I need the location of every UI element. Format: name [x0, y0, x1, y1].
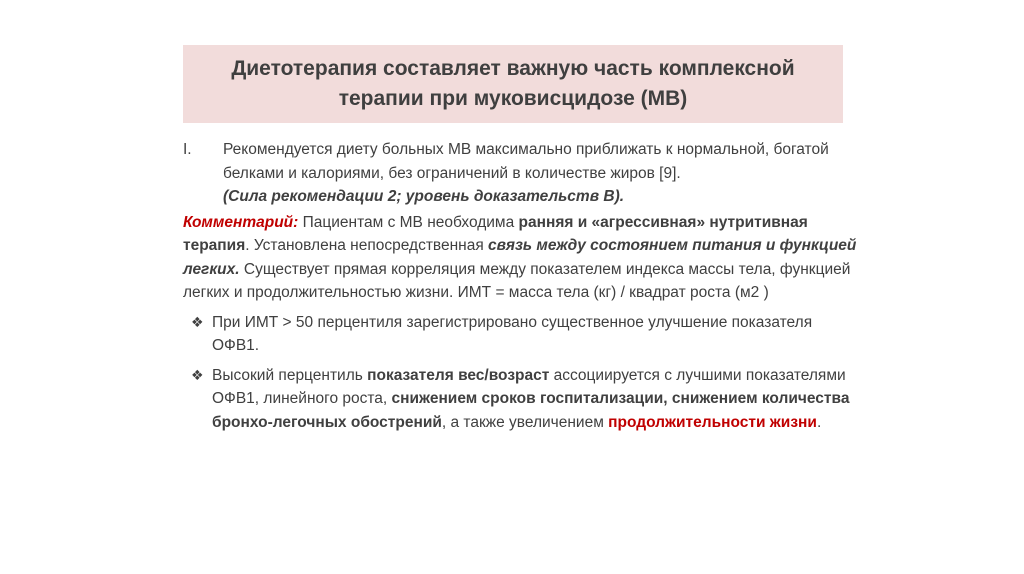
bullet-item-2: [183, 364, 863, 435]
comment-bold-1: ранняя и «агрессивная» нутритивная терапия: [183, 213, 808, 254]
bullet-2-text-1: Высокий перцентиль: [212, 366, 368, 384]
bullet-2-text-4: .: [816, 413, 822, 431]
title-line-1: Диетотерапия составляет важную часть комплексной: [231, 57, 795, 80]
bullet-1-text: При ИМТ > 50 перцентиля зарегистрировано существенное улучшение показателя ОФВ1.: [212, 313, 813, 354]
roman-numeral: I.: [183, 141, 192, 158]
comment-text-3: Существует прямая корреляция между показателем индекса массы тела, функцией легких и продолжительностью жизни. ИМТ = масса тела (кг) / квадрат роста (м2 ): [183, 260, 851, 301]
bullet-2-bold-1: показателя вес/возраст: [367, 366, 550, 384]
title-line-2: терапии при муковисцидозе (МВ): [338, 87, 688, 110]
comment-text-1: Пациентам с МВ необходима: [298, 213, 519, 231]
bullet-2-text-3: , а также увеличением: [441, 413, 609, 431]
recommendation-end: .: [619, 188, 625, 205]
comment-label: Комментарий:: [183, 213, 299, 231]
recommendation-text: Рекомендуется диету больных МВ максимально приближать к нормальной, богатой белками и калориями, без ограничений в количестве жиров [9].: [223, 141, 829, 182]
recommendation-strength: (Сила рекомендации 2; уровень доказательств В): [223, 188, 620, 205]
content: [183, 138, 863, 434]
comment-bold-italic-1: связь между состоянием питания и функцией легких.: [183, 237, 857, 278]
bullet-2-text-2: ассоциируется с лучшими показателями ОФВ1, линейного роста,: [212, 366, 846, 407]
title-box: [183, 45, 843, 123]
diamond-bullet-icon: ❖: [191, 313, 204, 330]
bullet-2-red-text: продолжительности жизни: [608, 413, 817, 431]
recommendation-item: [183, 138, 863, 209]
bullet-2-bold-2: снижением сроков госпитализации, снижением количества бронхо-легочных обострений: [212, 390, 850, 431]
comment-paragraph: [183, 211, 863, 305]
comment-text-2: . Установлена непосредственная: [245, 237, 489, 254]
bullet-item-1: [183, 311, 863, 358]
diamond-bullet-icon: ❖: [191, 366, 204, 383]
